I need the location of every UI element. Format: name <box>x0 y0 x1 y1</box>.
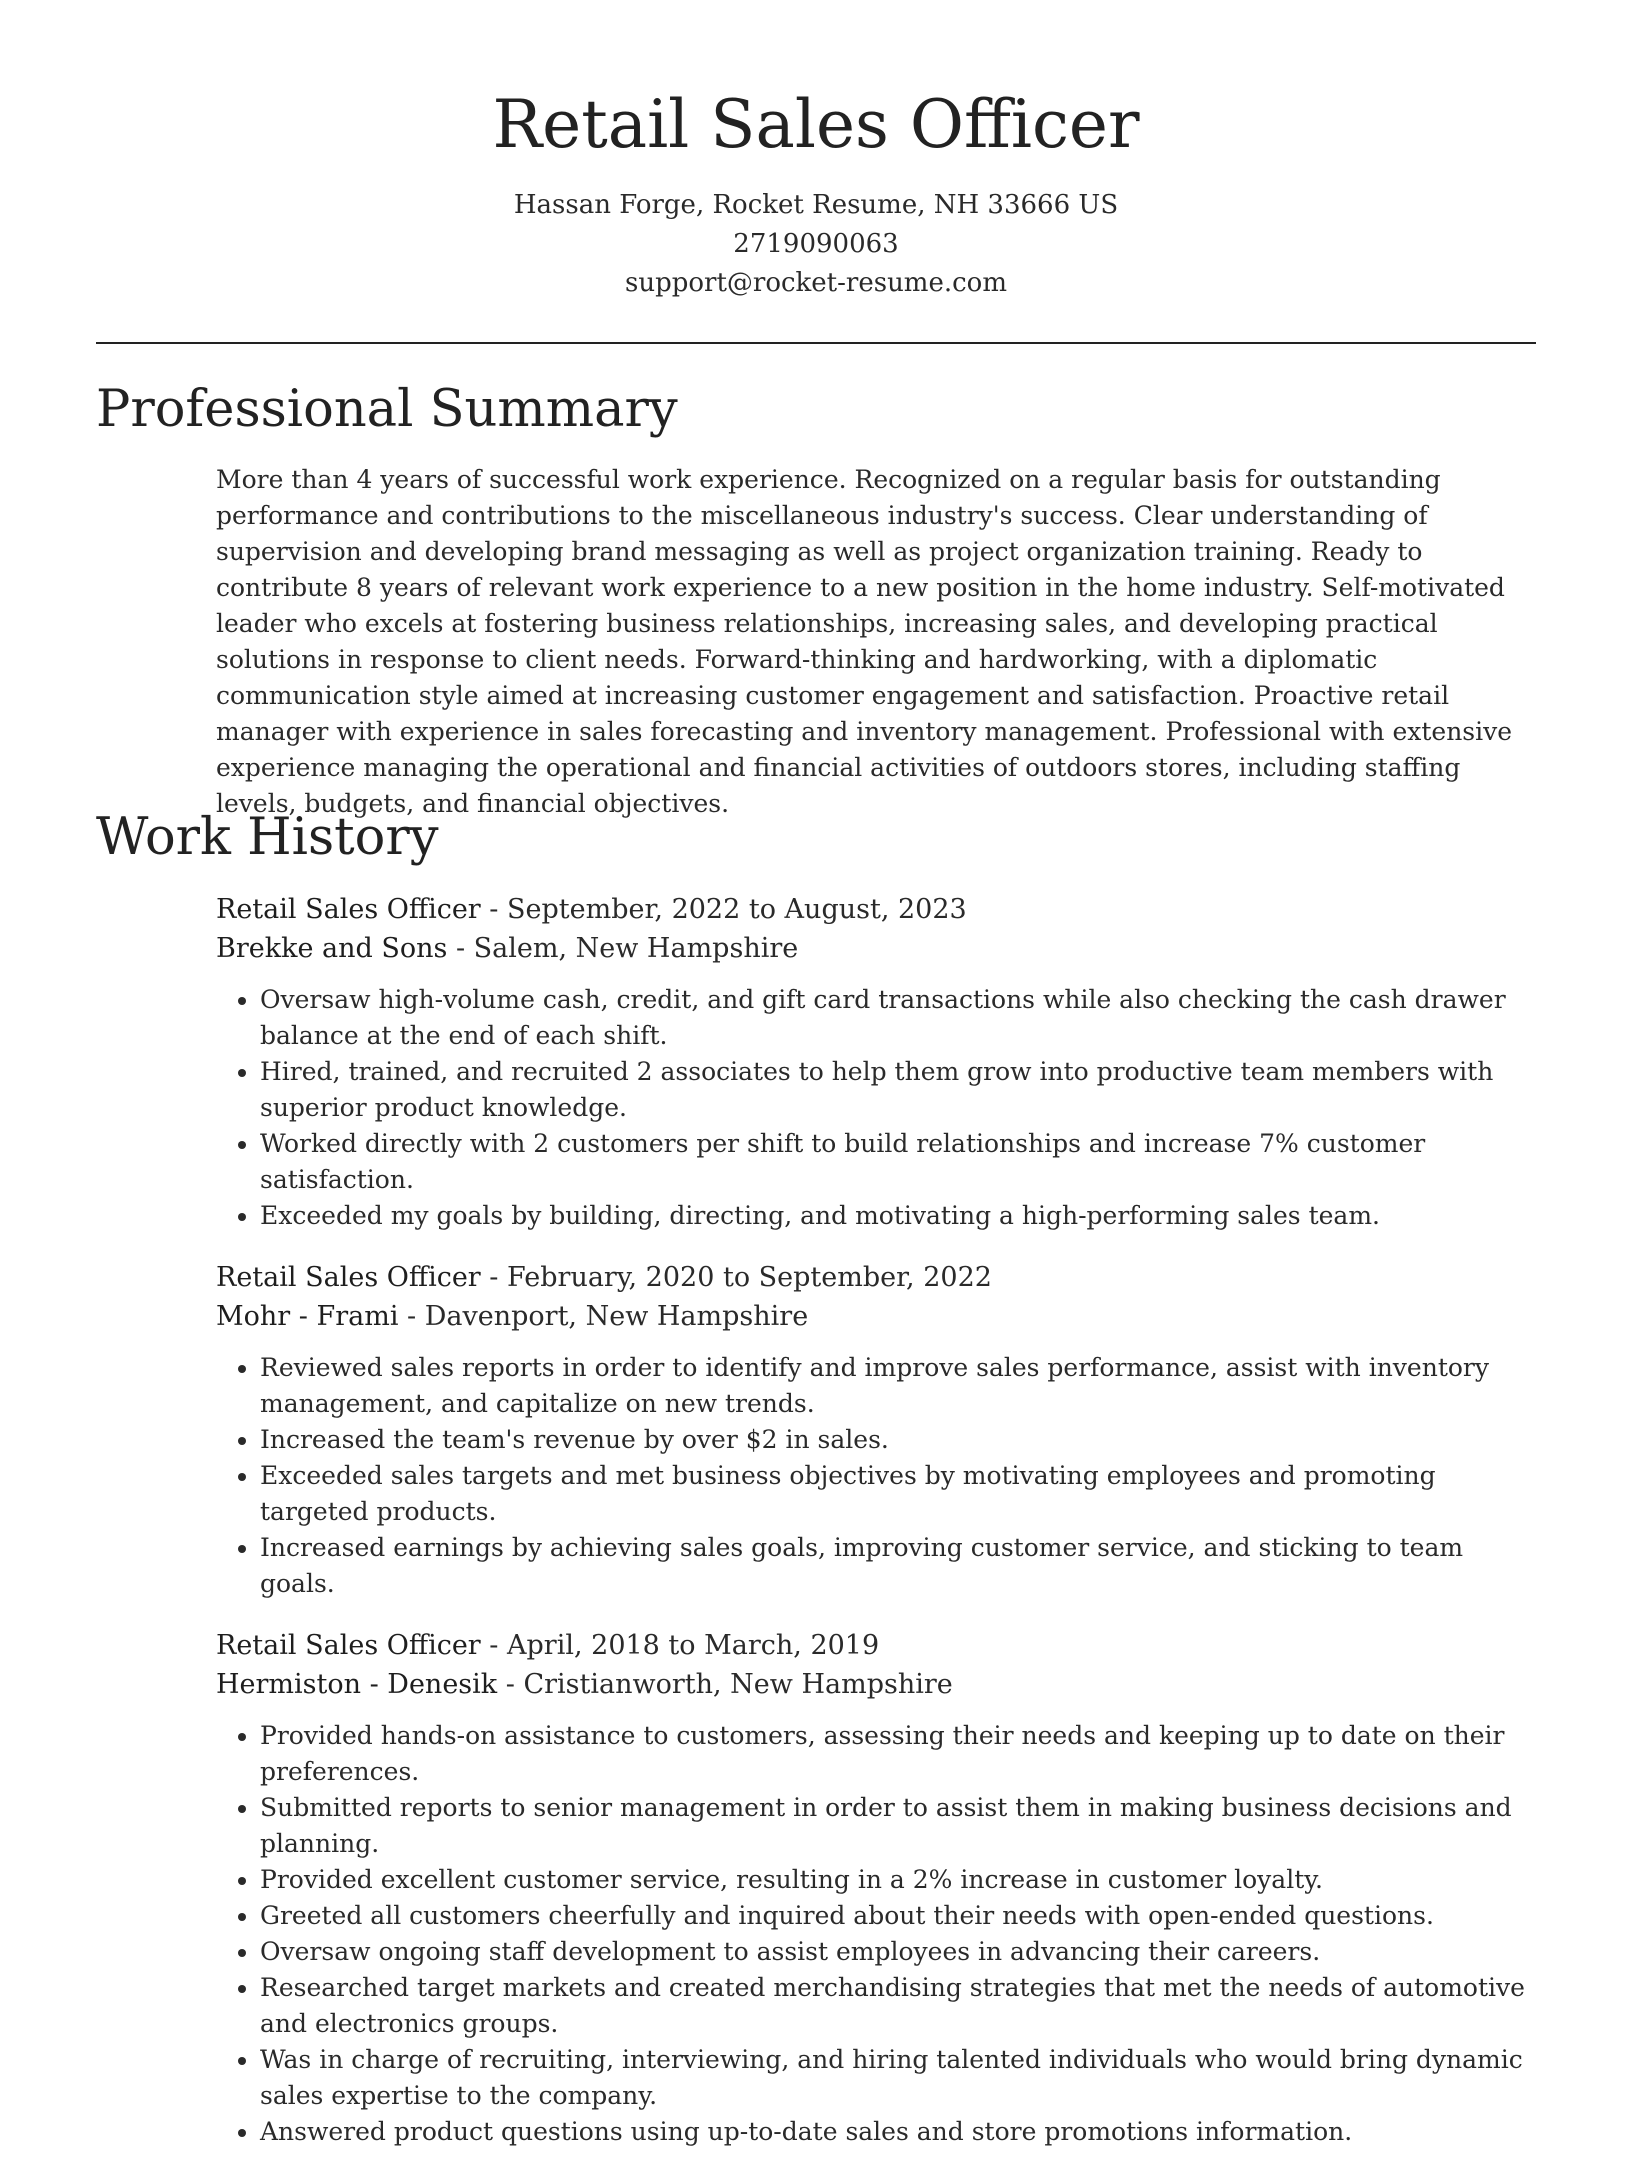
job-entry <box>216 1626 1536 2150</box>
job-role: Retail Sales Officer <box>216 1262 481 1293</box>
job-company: Brekke and Sons <box>216 933 448 964</box>
job-company-line: Brekke and Sons - Salem, New Hampshire <box>216 933 799 964</box>
job-bullet: • Exceeded sales targets and met business objectives by motivating employees and promoting targeted products. <box>260 1458 1536 1530</box>
work-history-heading: Work History <box>96 808 439 867</box>
job-bullet: • Answered product questions using up-to-date sales and store promotions information. <box>260 2114 1536 2150</box>
job-bullet: • Was in charge of recruiting, interviewing, and hiring talented individuals who would bring dynamic sales expertise to the company. <box>260 2042 1536 2114</box>
job-entry <box>216 1258 1536 1602</box>
job-dates: April, 2018 to March, 2019 <box>507 1630 880 1661</box>
job-entry <box>216 890 1536 1234</box>
contact-phone: 2719090063 <box>733 229 899 259</box>
job-title-line: Retail Sales Officer - February, 2020 to September, 2022 <box>216 1262 992 1293</box>
job-company: Hermiston - Denesik <box>216 1669 498 1700</box>
job-dates: September, 2022 to August, 2023 <box>507 894 967 925</box>
job-title-line: Retail Sales Officer - April, 2018 to March, 2019 <box>216 1630 880 1661</box>
job-dates: February, 2020 to September, 2022 <box>507 1262 992 1293</box>
work-history-list <box>216 890 1536 2174</box>
job-bullet: • Reviewed sales reports in order to identify and improve sales performance, assist with inventory management, and capitalize on new trends. <box>260 1350 1536 1422</box>
job-bullet: • Oversaw ongoing staff development to assist employees in advancing their careers. <box>260 1934 1536 1970</box>
job-company: Mohr - Frami <box>216 1301 399 1332</box>
candidate-title: Retail Sales Officer <box>492 86 1140 163</box>
job-bullet: • Submitted reports to senior management in order to assist them in making business decisions and planning. <box>260 1790 1536 1862</box>
job-bullet: • Greeted all customers cheerfully and inquired about their needs with open-ended questions. <box>260 1898 1536 1934</box>
job-bullet: • Hired, trained, and recruited 2 associates to help them grow into productive team members with superior product knowledge. <box>260 1054 1536 1126</box>
job-bullet: • Exceeded my goals by building, directing, and motivating a high-performing sales team. <box>260 1198 1536 1234</box>
job-bullet: • Provided hands-on assistance to customers, assessing their needs and keeping up to date on their preferences. <box>260 1718 1536 1790</box>
job-bullet: • Increased the team's revenue by over $2 in sales. <box>260 1422 1536 1458</box>
header-divider <box>96 342 1536 344</box>
job-bullets <box>216 1718 1536 2150</box>
job-location: Salem, New Hampshire <box>473 933 799 964</box>
job-role: Retail Sales Officer <box>216 894 481 925</box>
job-location: Cristianworth, New Hampshire <box>523 1669 953 1700</box>
contact-block <box>0 186 1632 303</box>
summary-heading: Professional Summary <box>96 380 678 439</box>
job-company-line: Mohr - Frami - Davenport, New Hampshire <box>216 1301 809 1332</box>
job-bullet: • Provided excellent customer service, resulting in a 2% increase in customer loyalty. <box>260 1862 1536 1898</box>
job-location: Davenport, New Hampshire <box>424 1301 809 1332</box>
job-bullets <box>216 982 1536 1234</box>
summary-text: More than 4 years of successful work experience. Recognized on a regular basis for outstanding performance and contributions to the miscellaneous industry's success. Clear understanding of supervision and developing brand messaging as well as project organization training. Ready to contribute 8 years of relevant work experience to a new position in the home industry. Self-motivated leader who excels at fostering business relationships, increasing sales, and developing practical solutions in response to client needs. Forward-thinking and hardworking, with a diplomatic communication style aimed at increasing customer engagement and satisfaction. Proactive retail manager with experience in sales forecasting and inventory management. Professional with extensive experience managing the operational and financial activities of outdoors stores, including staffing levels, budgets, and financial objectives. <box>216 465 1513 818</box>
job-bullet: • Worked directly with 2 customers per shift to build relationships and increase 7% customer satisfaction. <box>260 1126 1536 1198</box>
job-bullet: • Researched target markets and created merchandising strategies that met the needs of automotive and electronics groups. <box>260 1970 1536 2042</box>
resume-header <box>0 82 1632 303</box>
job-company-line: Hermiston - Denesik - Cristianworth, New Hampshire <box>216 1669 953 1700</box>
contact-email: support@rocket-resume.com <box>624 268 1007 298</box>
contact-address: Hassan Forge, Rocket Resume, NH 33666 US <box>513 190 1119 220</box>
job-title-line: Retail Sales Officer - September, 2022 to August, 2023 <box>216 894 967 925</box>
job-bullets <box>216 1350 1536 1602</box>
job-role: Retail Sales Officer <box>216 1630 481 1661</box>
job-bullet: • Increased earnings by achieving sales goals, improving customer service, and sticking to team goals. <box>260 1530 1536 1602</box>
job-bullet: • Oversaw high-volume cash, credit, and gift card transactions while also checking the cash drawer balance at the end of each shift. <box>260 982 1536 1054</box>
